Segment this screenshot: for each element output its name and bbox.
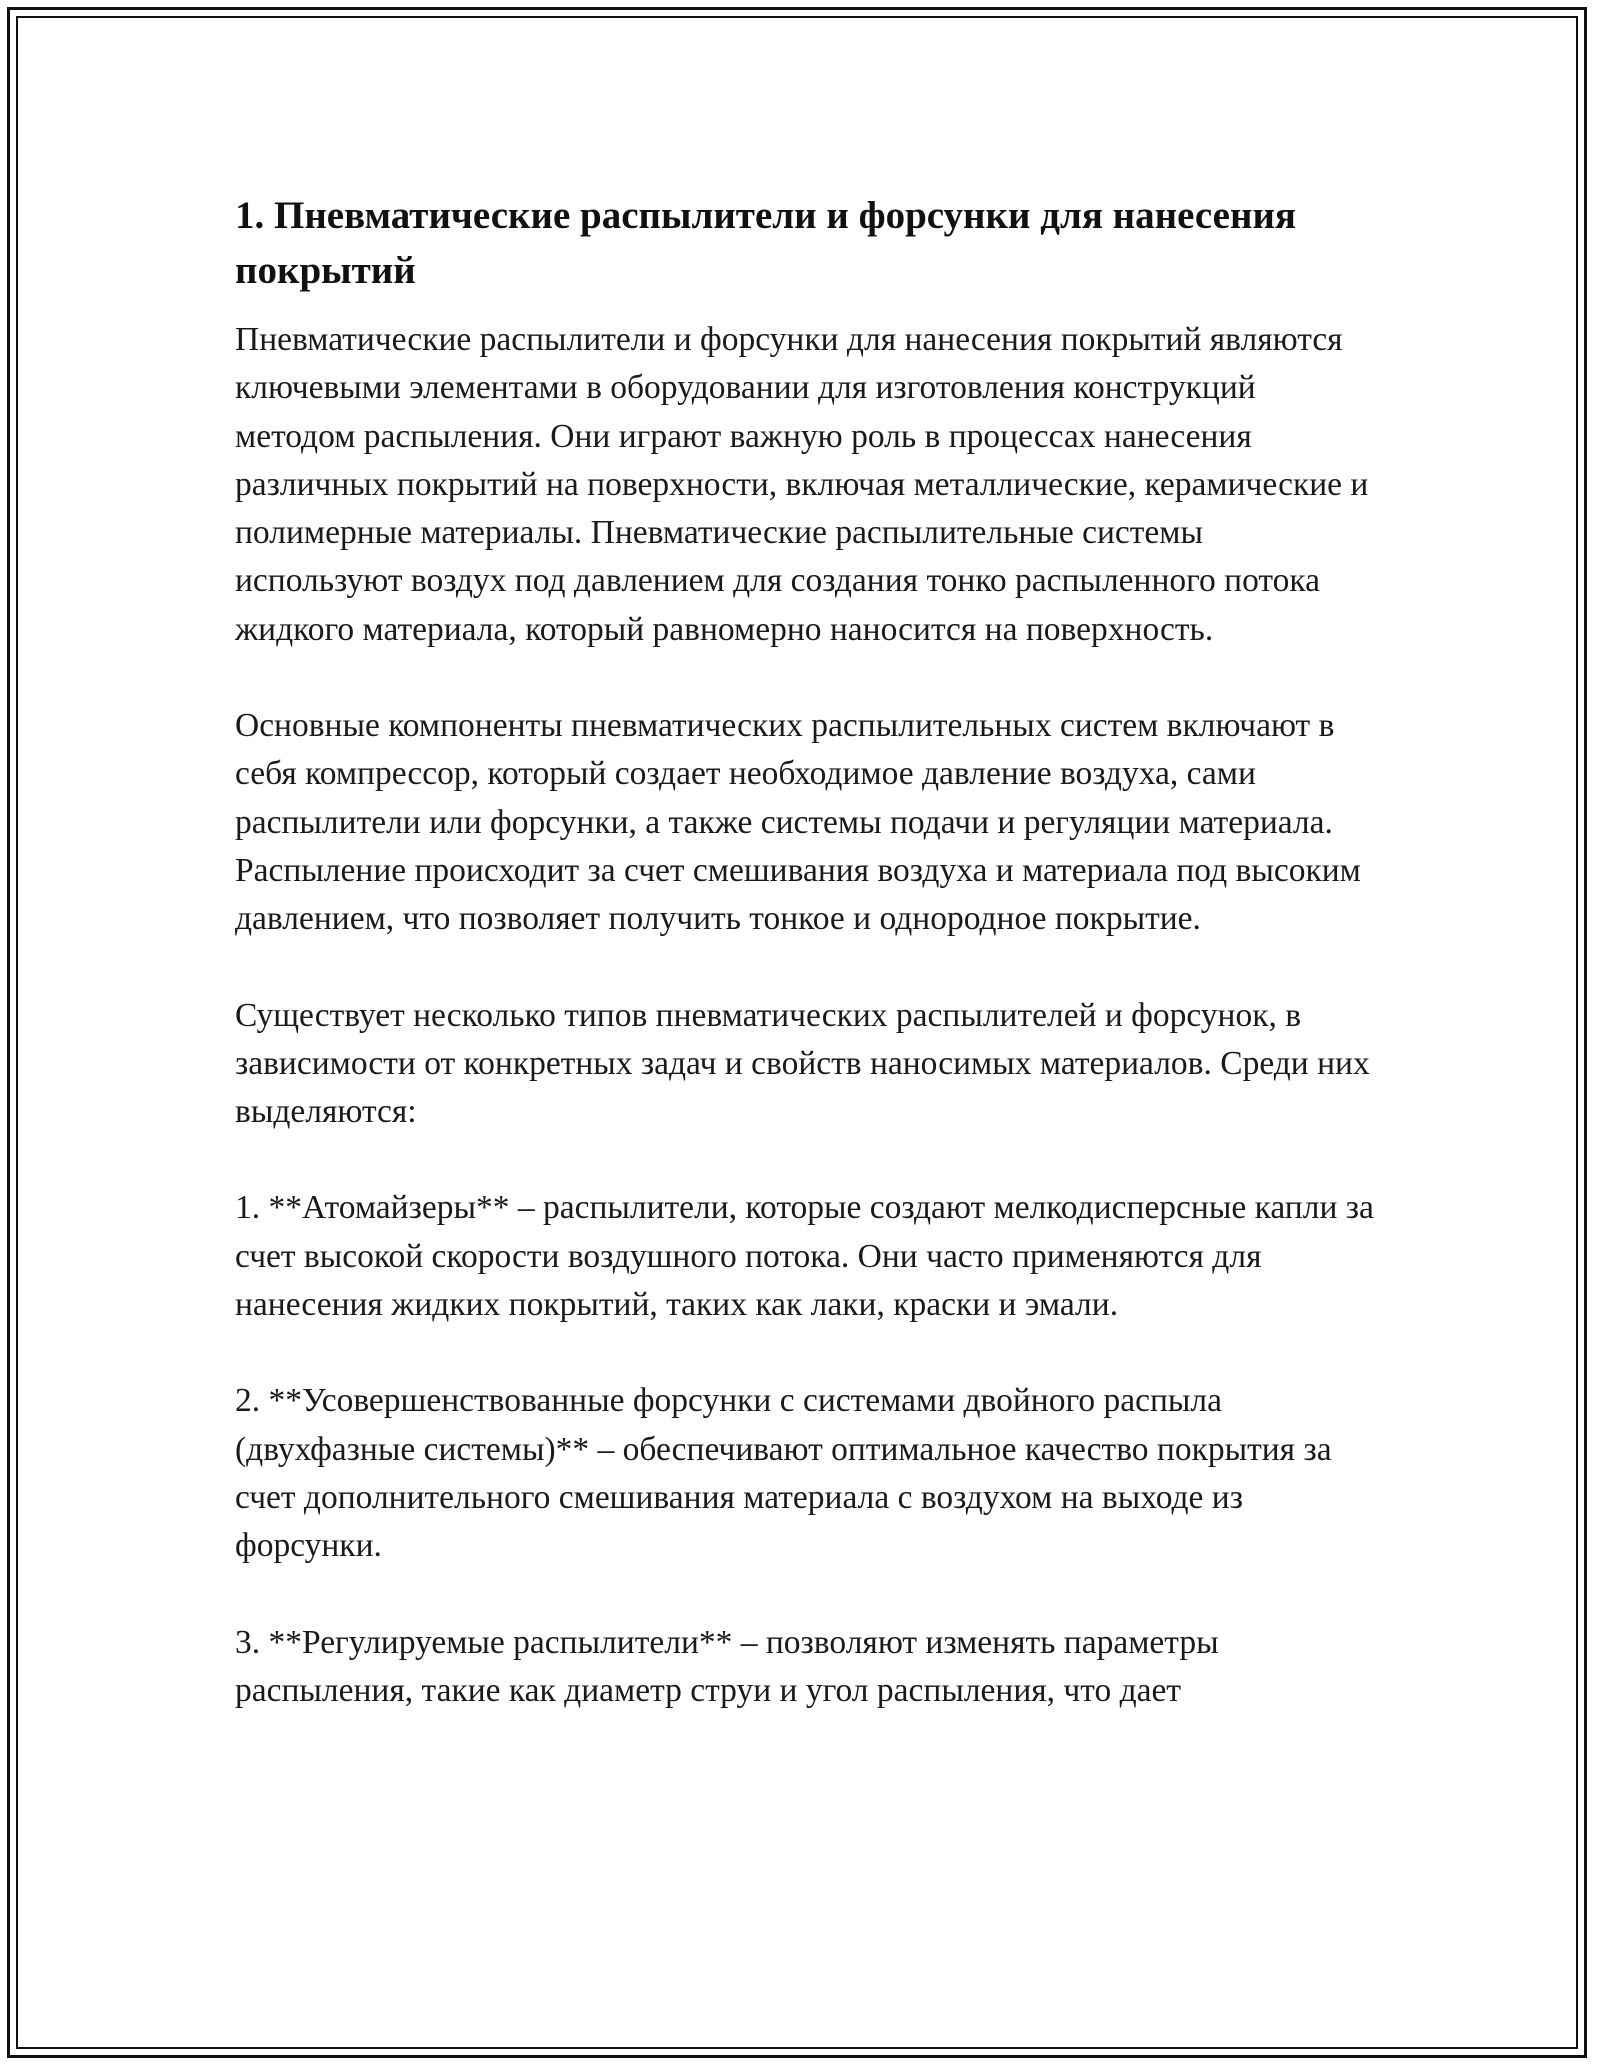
paragraph-intro: Пневматические распылители и форсунки для нанесения покрытий являются ключевыми элементами в оборудовании для изготовления конструкций методом распыления. Они играют важную роль в процессах нанесения различных покрытий на поверхности, включая металлические, керамические и полимерные материалы. Пневматические распылительные системы используют воздух под давлением для создания тонко распыленного потока жидкого материала, который равномерно наносится на поверхность. [235, 321, 1369, 648]
document-body [235, 188, 1375, 1763]
list-item-adjustable-sprayers: 3. **Регулируемые распылители** – позволяют изменять параметры распыления, такие как диаметр струи и угол распыления, что дает [235, 1623, 1219, 1709]
paragraph-types: Существует несколько типов пневматических распылителей и форсунок, в зависимости от конкретных задач и свойств наносимых материалов. Среди них выделяются: [235, 996, 1370, 1131]
paragraph-components: Основные компоненты пневматических распылительных систем включают в себя компрессор, который создает необходимое давление воздуха, сами распылители или форсунки, а также системы подачи и регуляции материала. Распыление происходит за счет смешивания воздуха и материала под высоким давлением, что позволяет получить тонкое и однородное покрытие. [235, 707, 1361, 938]
section-title: 1. Пневматические распылители и форсунки для нанесения покрытий [235, 194, 1297, 292]
list-item-atomizers: 1. **Атомайзеры** – распылители, которые создают мелкодисперсные капли за счет высокой скорости воздушного потока. Они часто применяются для нанесения жидких покрытий, таких как лаки, краски и эмали. [235, 1189, 1374, 1324]
list-item-dual-nozzles: 2. **Усовершенствованные форсунки с системами двойного распыла (двухфазные системы)** – обеспечивают оптимальное качество покрытия за счет дополнительного смешивания материала с воздухом на выходе из форсунки. [235, 1382, 1332, 1565]
